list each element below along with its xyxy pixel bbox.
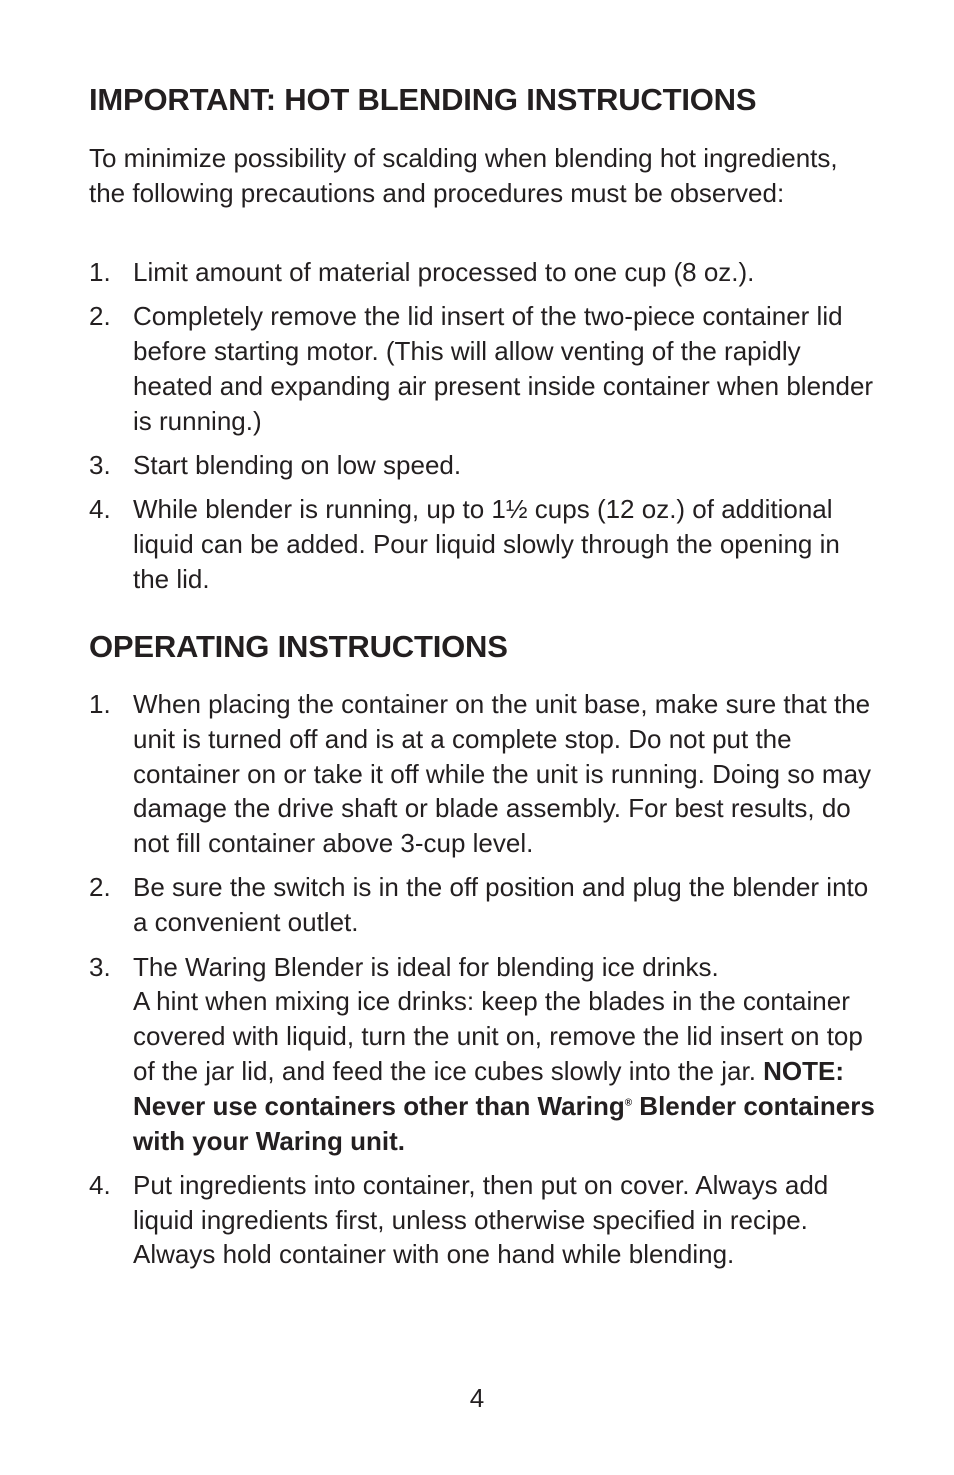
- operating-heading: OPERATING INSTRUCTIONS: [89, 629, 508, 664]
- item-number: 1.: [89, 689, 111, 719]
- item-text: Put ingredients into container, then put on cover. Always add liquid ingredients first, unless otherwise specified in recipe. Always hold container with one hand while blending.: [133, 1169, 829, 1270]
- registered-mark: ®: [624, 1097, 633, 1109]
- list-item: [89, 687, 879, 861]
- item-text: While blender is running, up to 1½ cups (12 oz.) of additional liquid can be added. Pour liquid slowly through the opening in the lid.: [133, 494, 840, 594]
- item-text: Completely remove the lid insert of the two-piece container lid before starting motor. (This will allow venting of the rapidly heated and expanding air present inside container when blender is running.): [133, 301, 874, 436]
- note-part2: Blender containers with your Waring unit.: [133, 1090, 875, 1156]
- list-item: [89, 950, 879, 1159]
- list-item: [89, 1168, 879, 1272]
- item-number: 4.: [89, 1169, 111, 1200]
- item-text: A hint when mixing ice drinks: keep the blades in the container covered with liquid, turn the unit on, remove the lid insert on top of the jar lid, and feed the ice cubes slowly into the jar.: [133, 986, 863, 1086]
- item-text: When placing the container on the unit base, make sure that the unit is turned off and is at a complete stop. Do not put the container on or take it off while the unit is running. Doing so may damage the drive shaft or blade assembly. For best results, do not fill container above 3-cup level.: [133, 689, 872, 859]
- page-number: 4: [469, 1383, 485, 1413]
- item-number: 2.: [89, 872, 111, 903]
- item-text: Be sure the switch is in the off position and plug the blender into a convenient outlet.: [133, 872, 869, 938]
- item-text: Limit amount of material processed to one cup (8 oz.).: [133, 257, 755, 287]
- list-item: [89, 492, 879, 596]
- hot-blending-heading: IMPORTANT: HOT BLENDING INSTRUCTIONS: [89, 82, 757, 117]
- item-text-line1: The Waring Blender is ideal for blending ice drinks.: [133, 951, 719, 982]
- item-number: 3.: [89, 951, 111, 982]
- item-number: 3.: [89, 449, 111, 480]
- item-number: 1.: [89, 257, 111, 287]
- list-item: [89, 299, 879, 438]
- hot-blending-list: [89, 255, 879, 606]
- operating-list: [89, 687, 879, 1282]
- item-number: 2.: [89, 301, 111, 332]
- item-text: Start blending on low speed.: [133, 449, 462, 480]
- note-part1: NOTE: Never use containers other than Waring: [133, 1055, 845, 1121]
- list-item: [89, 255, 879, 290]
- hot-blending-intro: To minimize possibility of scalding when blending hot ingredients, the following precautions and procedures must be observed:: [89, 143, 838, 208]
- item-number: 4.: [89, 494, 111, 525]
- list-item: [89, 870, 879, 940]
- list-item: [89, 448, 879, 483]
